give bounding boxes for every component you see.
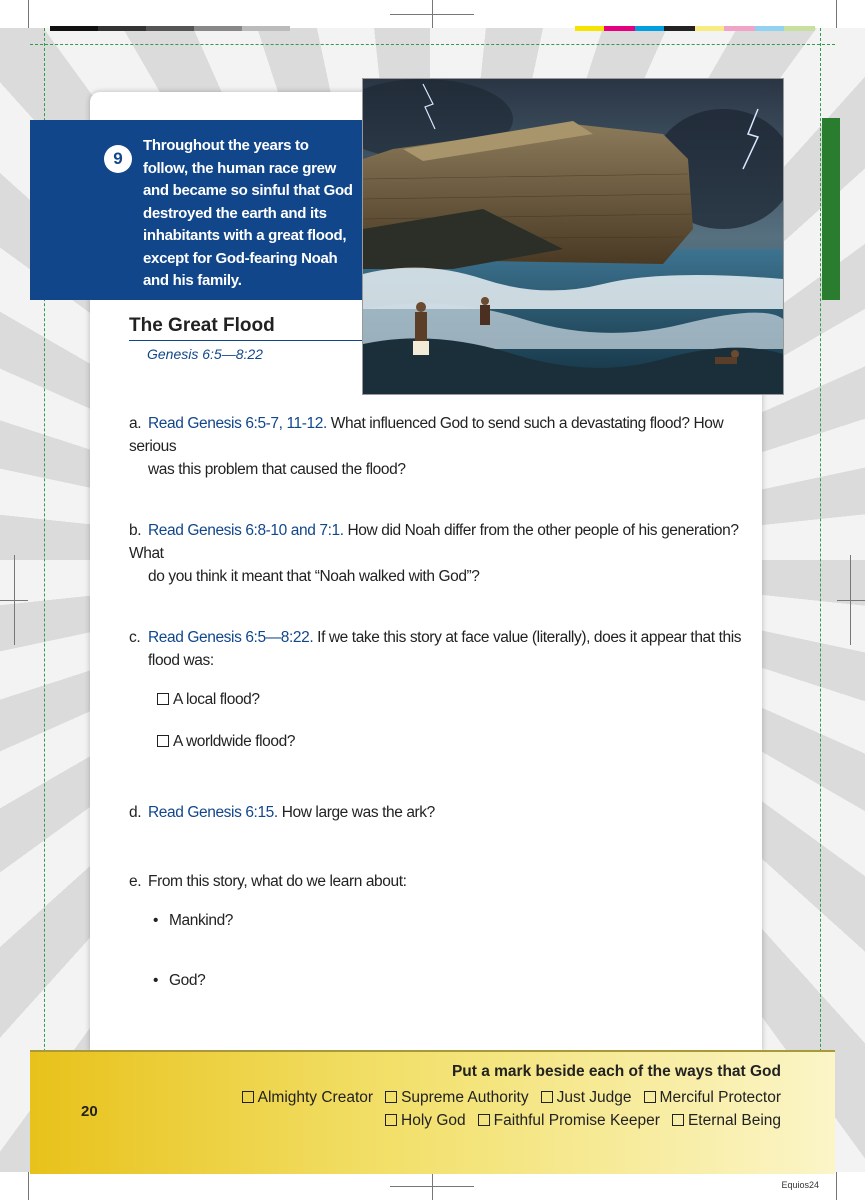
bullet-text: God? — [169, 972, 206, 989]
checkbox[interactable] — [157, 693, 169, 705]
ark-flood-picture — [363, 79, 783, 394]
checkbox[interactable] — [672, 1114, 684, 1126]
option-label: Eternal Being — [687, 1112, 781, 1129]
cmyk-color-bar — [575, 26, 815, 31]
question-letter: b. — [129, 522, 142, 539]
question-letter: e. — [129, 873, 142, 890]
title-underline — [129, 340, 362, 341]
question-text-continued: was this problem that caused the flood? — [148, 461, 406, 478]
bullet-text: Mankind? — [169, 912, 234, 929]
guide-line — [820, 28, 821, 1172]
footer-title: Put a mark beside each of the ways that God — [451, 1063, 781, 1080]
question-text-continued: do you think it meant that “Noah walked with God”? — [148, 568, 480, 585]
bullet-mankind — [153, 912, 233, 930]
scripture-reference: Read Genesis 6:5-7, 11-12. — [148, 415, 327, 432]
chapter-tab — [822, 118, 840, 300]
checkbox[interactable] — [541, 1091, 553, 1103]
bullet-dot: • — [153, 912, 159, 929]
checkbox[interactable] — [157, 735, 169, 747]
question-text: How large was the ark? — [277, 804, 435, 821]
question-letter: a. — [129, 415, 142, 432]
option-label: Just Judge — [556, 1089, 632, 1106]
question-text: How did Noah differ from the other people of his generation? What — [129, 522, 739, 562]
registration-mark — [390, 1186, 474, 1187]
option-label: Faithful Promise Keeper — [493, 1112, 660, 1129]
registration-mark — [14, 555, 15, 645]
question-text: What influenced God to send such a devastating flood? How serious — [129, 415, 724, 455]
option-label: Merciful Protector — [659, 1089, 781, 1106]
option-worldwide-flood[interactable] — [157, 733, 295, 751]
bullet-god — [153, 972, 205, 990]
registration-mark — [390, 14, 474, 15]
intro-box — [30, 120, 362, 300]
option-local-flood[interactable] — [157, 691, 260, 709]
checkbox[interactable] — [385, 1114, 397, 1126]
checkbox-holy-god[interactable] — [385, 1112, 466, 1129]
section-reference: Genesis 6:5—8:22 — [147, 346, 263, 362]
checkbox-merciful-protector[interactable] — [644, 1089, 781, 1106]
checkbox-supreme-authority[interactable] — [385, 1089, 529, 1106]
question-text: If we take this story at face value (literally), does it appear that this — [313, 629, 742, 646]
footer-row-1 — [242, 1089, 781, 1107]
question-b — [129, 519, 749, 588]
credit-text: Equios24 — [781, 1180, 819, 1190]
footer-activity — [30, 1050, 835, 1174]
intro-text: Throughout the years to follow, the human race grew and became so sinful that God destroyed the earth and its inhabitants with a great flood, except for God-fearing Noah and his family. — [143, 137, 353, 289]
option-label: Holy God — [401, 1112, 466, 1129]
guide-line — [30, 44, 835, 45]
crop-mark — [28, 0, 29, 28]
checkbox[interactable] — [242, 1091, 254, 1103]
footer-row-2 — [385, 1112, 781, 1130]
checkbox-almighty-creator[interactable] — [242, 1089, 373, 1106]
registration-mark — [850, 555, 851, 645]
section-title: The Great Flood — [129, 315, 275, 336]
checkbox[interactable] — [478, 1114, 490, 1126]
checkbox[interactable] — [644, 1091, 656, 1103]
crop-mark — [836, 0, 837, 28]
checkbox[interactable] — [385, 1091, 397, 1103]
question-e — [129, 870, 749, 893]
checkbox-just-judge[interactable] — [541, 1089, 632, 1106]
question-letter: d. — [129, 804, 142, 821]
question-d — [129, 801, 749, 824]
page-number: 20 — [81, 1103, 98, 1120]
option-label: Supreme Authority — [401, 1089, 529, 1106]
bullet-dot: • — [153, 972, 159, 989]
section-number-badge: 9 — [104, 145, 132, 173]
scripture-reference: Read Genesis 6:8-10 and 7:1. — [148, 522, 344, 539]
question-text-continued: flood was: — [148, 652, 214, 669]
question-c — [129, 626, 749, 672]
option-label: A worldwide flood? — [173, 733, 296, 750]
registration-mark — [837, 600, 865, 601]
question-letter: c. — [129, 629, 141, 646]
question-text: From this story, what do we learn about: — [148, 873, 407, 890]
question-a — [129, 412, 749, 481]
crop-mark — [28, 1172, 29, 1200]
crop-mark — [836, 1172, 837, 1200]
gray-color-bar — [50, 26, 290, 31]
noahs-ark-illustration — [362, 78, 784, 395]
option-label: Almighty Creator — [257, 1089, 374, 1106]
checkbox-faithful-promise-keeper[interactable] — [478, 1112, 660, 1129]
option-label: A local flood? — [173, 691, 260, 708]
scripture-reference: Read Genesis 6:15. — [148, 804, 278, 821]
checkbox-eternal-being[interactable] — [672, 1112, 781, 1129]
scripture-reference: Read Genesis 6:5—8:22. — [148, 629, 314, 646]
